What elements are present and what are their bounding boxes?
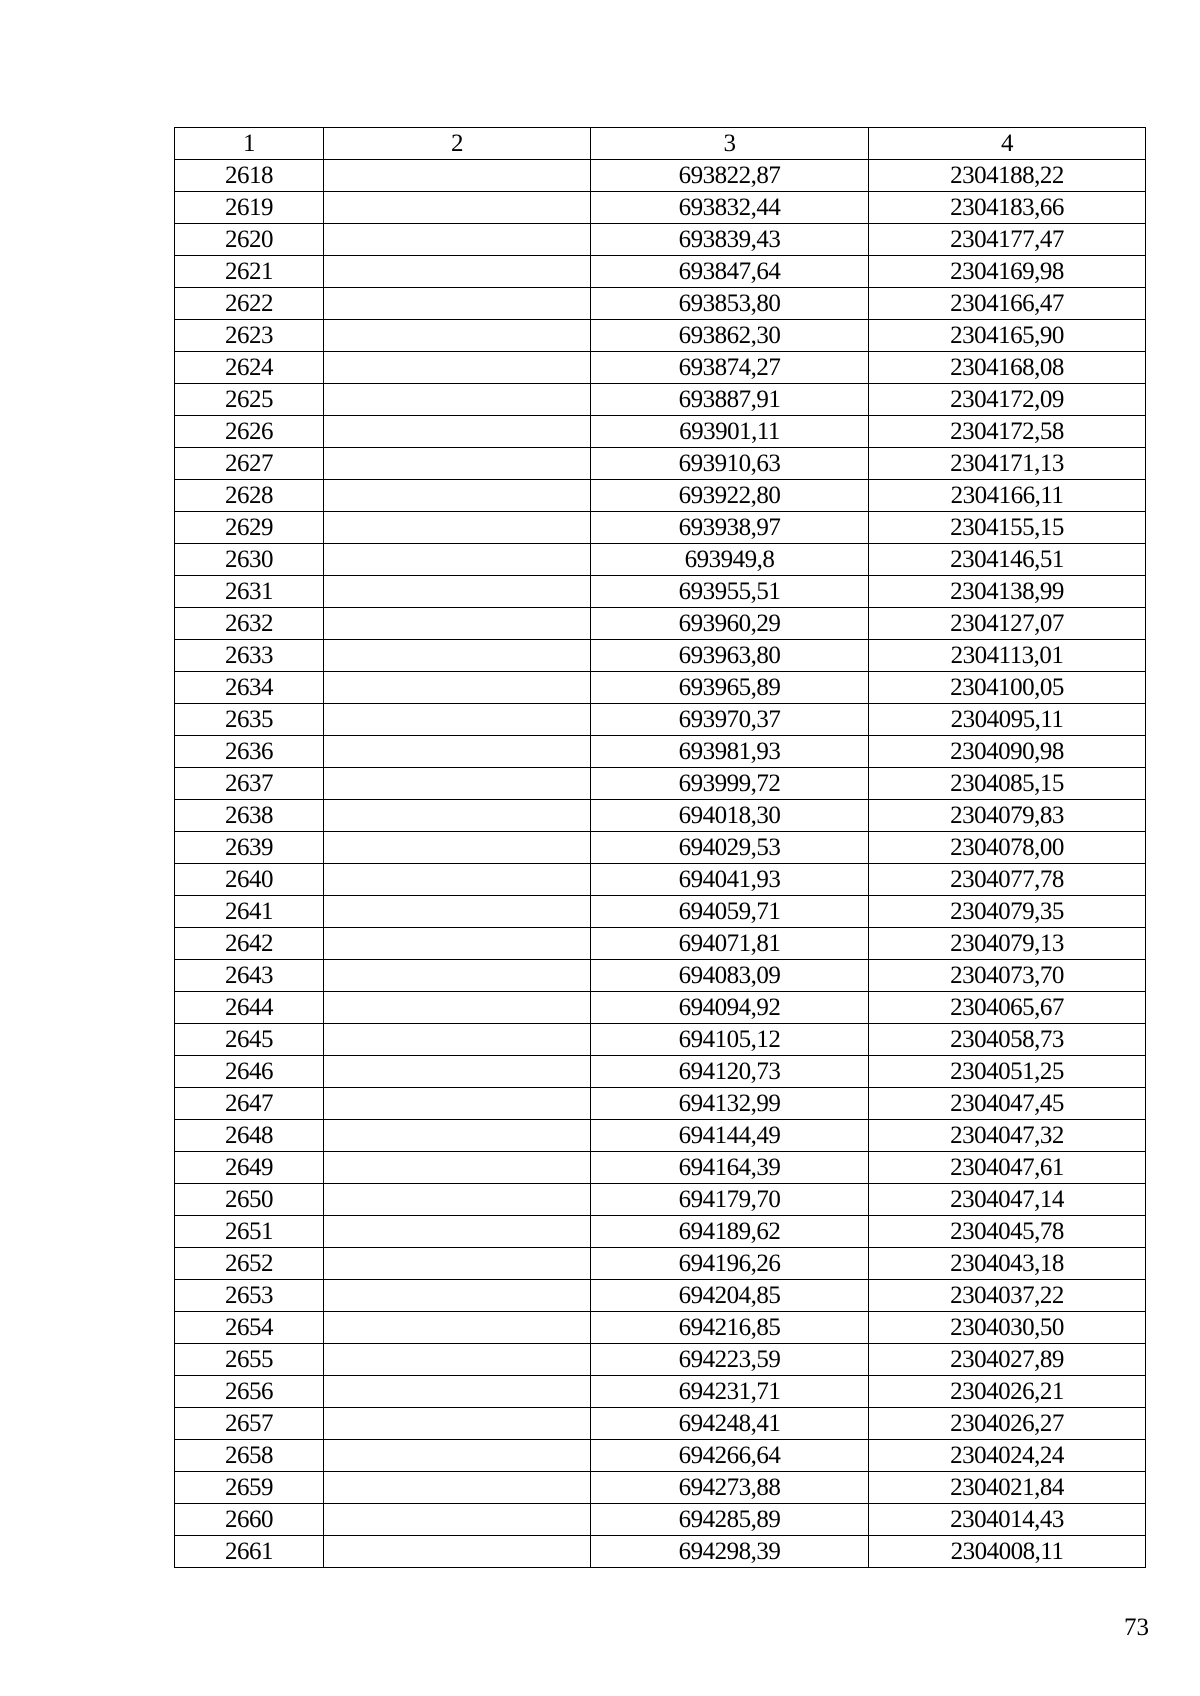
description-cell xyxy=(324,1376,591,1408)
y-coordinate-cell: 2304027,89 xyxy=(869,1344,1146,1376)
point-number-cell: 2645 xyxy=(175,1024,324,1056)
x-coordinate-cell: 694216,85 xyxy=(591,1312,869,1344)
x-coordinate-cell: 693963,80 xyxy=(591,640,869,672)
x-coordinate-cell: 693981,93 xyxy=(591,736,869,768)
point-number-cell: 2636 xyxy=(175,736,324,768)
y-coordinate-cell: 2304177,47 xyxy=(869,224,1146,256)
y-coordinate-cell: 2304090,98 xyxy=(869,736,1146,768)
point-number-cell: 2638 xyxy=(175,800,324,832)
x-coordinate-cell: 693832,44 xyxy=(591,192,869,224)
table-row xyxy=(175,160,1146,192)
x-coordinate-cell: 693862,30 xyxy=(591,320,869,352)
description-cell xyxy=(324,1088,591,1120)
y-coordinate-cell: 2304155,15 xyxy=(869,512,1146,544)
table-row xyxy=(175,1216,1146,1248)
y-coordinate-cell: 2304037,22 xyxy=(869,1280,1146,1312)
table-row xyxy=(175,960,1146,992)
point-number-cell: 2651 xyxy=(175,1216,324,1248)
coordinates-table xyxy=(174,127,1146,1568)
y-coordinate-cell: 2304014,43 xyxy=(869,1504,1146,1536)
y-coordinate-cell: 2304047,32 xyxy=(869,1120,1146,1152)
description-cell xyxy=(324,192,591,224)
table-row xyxy=(175,1184,1146,1216)
description-cell xyxy=(324,1536,591,1568)
table-body xyxy=(175,128,1146,1568)
description-cell xyxy=(324,1024,591,1056)
point-number-cell: 2621 xyxy=(175,256,324,288)
table-row xyxy=(175,256,1146,288)
x-coordinate-cell: 694144,49 xyxy=(591,1120,869,1152)
description-cell xyxy=(324,768,591,800)
table-row xyxy=(175,1376,1146,1408)
table-row xyxy=(175,1024,1146,1056)
y-coordinate-cell: 2304021,84 xyxy=(869,1472,1146,1504)
description-cell xyxy=(324,224,591,256)
table-row xyxy=(175,768,1146,800)
table-row xyxy=(175,192,1146,224)
table-row xyxy=(175,288,1146,320)
column-header-4: 4 xyxy=(869,128,1146,160)
x-coordinate-cell: 694196,26 xyxy=(591,1248,869,1280)
table-row xyxy=(175,576,1146,608)
description-cell xyxy=(324,512,591,544)
point-number-cell: 2642 xyxy=(175,928,324,960)
table-row xyxy=(175,1152,1146,1184)
point-number-cell: 2650 xyxy=(175,1184,324,1216)
table-row xyxy=(175,1248,1146,1280)
y-coordinate-cell: 2304043,18 xyxy=(869,1248,1146,1280)
point-number-cell: 2647 xyxy=(175,1088,324,1120)
x-coordinate-cell: 693839,43 xyxy=(591,224,869,256)
point-number-cell: 2653 xyxy=(175,1280,324,1312)
y-coordinate-cell: 2304166,11 xyxy=(869,480,1146,512)
x-coordinate-cell: 694179,70 xyxy=(591,1184,869,1216)
x-coordinate-cell: 693910,63 xyxy=(591,448,869,480)
y-coordinate-cell: 2304172,58 xyxy=(869,416,1146,448)
table-row xyxy=(175,640,1146,672)
description-cell xyxy=(324,1280,591,1312)
point-number-cell: 2622 xyxy=(175,288,324,320)
description-cell xyxy=(324,800,591,832)
x-coordinate-cell: 694041,93 xyxy=(591,864,869,896)
table-row xyxy=(175,1120,1146,1152)
page-number: 73 xyxy=(1124,1614,1149,1641)
table-row xyxy=(175,224,1146,256)
y-coordinate-cell: 2304165,90 xyxy=(869,320,1146,352)
table-row xyxy=(175,1344,1146,1376)
table-row xyxy=(175,1440,1146,1472)
point-number-cell: 2620 xyxy=(175,224,324,256)
table-row xyxy=(175,544,1146,576)
x-coordinate-cell: 694105,12 xyxy=(591,1024,869,1056)
description-cell xyxy=(324,1344,591,1376)
point-number-cell: 2640 xyxy=(175,864,324,896)
description-cell xyxy=(324,1184,591,1216)
description-cell xyxy=(324,288,591,320)
description-cell xyxy=(324,1312,591,1344)
y-coordinate-cell: 2304095,11 xyxy=(869,704,1146,736)
x-coordinate-cell: 694266,64 xyxy=(591,1440,869,1472)
column-header-3: 3 xyxy=(591,128,869,160)
x-coordinate-cell: 693960,29 xyxy=(591,608,869,640)
description-cell xyxy=(324,736,591,768)
description-cell xyxy=(324,1152,591,1184)
point-number-cell: 2628 xyxy=(175,480,324,512)
y-coordinate-cell: 2304026,21 xyxy=(869,1376,1146,1408)
x-coordinate-cell: 693938,97 xyxy=(591,512,869,544)
point-number-cell: 2619 xyxy=(175,192,324,224)
y-coordinate-cell: 2304171,13 xyxy=(869,448,1146,480)
y-coordinate-cell: 2304045,78 xyxy=(869,1216,1146,1248)
point-number-cell: 2652 xyxy=(175,1248,324,1280)
y-coordinate-cell: 2304138,99 xyxy=(869,576,1146,608)
x-coordinate-cell: 694018,30 xyxy=(591,800,869,832)
y-coordinate-cell: 2304051,25 xyxy=(869,1056,1146,1088)
table-row xyxy=(175,1056,1146,1088)
table-row xyxy=(175,448,1146,480)
table-row xyxy=(175,800,1146,832)
table-row xyxy=(175,864,1146,896)
table-row xyxy=(175,1408,1146,1440)
point-number-cell: 2627 xyxy=(175,448,324,480)
table-header-row xyxy=(175,128,1146,160)
point-number-cell: 2639 xyxy=(175,832,324,864)
description-cell xyxy=(324,160,591,192)
point-number-cell: 2641 xyxy=(175,896,324,928)
y-coordinate-cell: 2304085,15 xyxy=(869,768,1146,800)
x-coordinate-cell: 694120,73 xyxy=(591,1056,869,1088)
x-coordinate-cell: 694273,88 xyxy=(591,1472,869,1504)
description-cell xyxy=(324,1056,591,1088)
description-cell xyxy=(324,384,591,416)
x-coordinate-cell: 694059,71 xyxy=(591,896,869,928)
y-coordinate-cell: 2304047,61 xyxy=(869,1152,1146,1184)
x-coordinate-cell: 693922,80 xyxy=(591,480,869,512)
y-coordinate-cell: 2304146,51 xyxy=(869,544,1146,576)
description-cell xyxy=(324,896,591,928)
y-coordinate-cell: 2304077,78 xyxy=(869,864,1146,896)
table-row xyxy=(175,1536,1146,1568)
point-number-cell: 2657 xyxy=(175,1408,324,1440)
x-coordinate-cell: 693901,11 xyxy=(591,416,869,448)
table-row xyxy=(175,512,1146,544)
point-number-cell: 2635 xyxy=(175,704,324,736)
y-coordinate-cell: 2304079,13 xyxy=(869,928,1146,960)
description-cell xyxy=(324,704,591,736)
column-header-1: 1 xyxy=(175,128,324,160)
point-number-cell: 2633 xyxy=(175,640,324,672)
y-coordinate-cell: 2304047,14 xyxy=(869,1184,1146,1216)
description-cell xyxy=(324,608,591,640)
x-coordinate-cell: 694083,09 xyxy=(591,960,869,992)
y-coordinate-cell: 2304026,27 xyxy=(869,1408,1146,1440)
table-row xyxy=(175,704,1146,736)
y-coordinate-cell: 2304065,67 xyxy=(869,992,1146,1024)
x-coordinate-cell: 694071,81 xyxy=(591,928,869,960)
point-number-cell: 2646 xyxy=(175,1056,324,1088)
point-number-cell: 2661 xyxy=(175,1536,324,1568)
y-coordinate-cell: 2304078,00 xyxy=(869,832,1146,864)
description-cell xyxy=(324,1216,591,1248)
point-number-cell: 2658 xyxy=(175,1440,324,1472)
column-header-2: 2 xyxy=(324,128,591,160)
description-cell xyxy=(324,1440,591,1472)
point-number-cell: 2659 xyxy=(175,1472,324,1504)
point-number-cell: 2643 xyxy=(175,960,324,992)
point-number-cell: 2660 xyxy=(175,1504,324,1536)
x-coordinate-cell: 694223,59 xyxy=(591,1344,869,1376)
y-coordinate-cell: 2304172,09 xyxy=(869,384,1146,416)
point-number-cell: 2634 xyxy=(175,672,324,704)
y-coordinate-cell: 2304079,35 xyxy=(869,896,1146,928)
point-number-cell: 2625 xyxy=(175,384,324,416)
description-cell xyxy=(324,256,591,288)
point-number-cell: 2623 xyxy=(175,320,324,352)
description-cell xyxy=(324,672,591,704)
x-coordinate-cell: 693955,51 xyxy=(591,576,869,608)
point-number-cell: 2654 xyxy=(175,1312,324,1344)
point-number-cell: 2648 xyxy=(175,1120,324,1152)
x-coordinate-cell: 694132,99 xyxy=(591,1088,869,1120)
description-cell xyxy=(324,1504,591,1536)
description-cell xyxy=(324,1248,591,1280)
description-cell xyxy=(324,320,591,352)
point-number-cell: 2637 xyxy=(175,768,324,800)
x-coordinate-cell: 693887,91 xyxy=(591,384,869,416)
description-cell xyxy=(324,928,591,960)
y-coordinate-cell: 2304008,11 xyxy=(869,1536,1146,1568)
description-cell xyxy=(324,1472,591,1504)
table-row xyxy=(175,1280,1146,1312)
point-number-cell: 2631 xyxy=(175,576,324,608)
x-coordinate-cell: 694231,71 xyxy=(591,1376,869,1408)
table-row xyxy=(175,416,1146,448)
y-coordinate-cell: 2304169,98 xyxy=(869,256,1146,288)
description-cell xyxy=(324,544,591,576)
point-number-cell: 2655 xyxy=(175,1344,324,1376)
point-number-cell: 2632 xyxy=(175,608,324,640)
table-row xyxy=(175,608,1146,640)
y-coordinate-cell: 2304073,70 xyxy=(869,960,1146,992)
description-cell xyxy=(324,832,591,864)
x-coordinate-cell: 694298,39 xyxy=(591,1536,869,1568)
point-number-cell: 2624 xyxy=(175,352,324,384)
point-number-cell: 2644 xyxy=(175,992,324,1024)
y-coordinate-cell: 2304166,47 xyxy=(869,288,1146,320)
description-cell xyxy=(324,448,591,480)
x-coordinate-cell: 693949,8 xyxy=(591,544,869,576)
x-coordinate-cell: 693999,72 xyxy=(591,768,869,800)
table-row xyxy=(175,736,1146,768)
y-coordinate-cell: 2304168,08 xyxy=(869,352,1146,384)
x-coordinate-cell: 694164,39 xyxy=(591,1152,869,1184)
y-coordinate-cell: 2304030,50 xyxy=(869,1312,1146,1344)
point-number-cell: 2630 xyxy=(175,544,324,576)
x-coordinate-cell: 693874,27 xyxy=(591,352,869,384)
description-cell xyxy=(324,992,591,1024)
description-cell xyxy=(324,1408,591,1440)
table-row xyxy=(175,992,1146,1024)
y-coordinate-cell: 2304100,05 xyxy=(869,672,1146,704)
x-coordinate-cell: 693970,37 xyxy=(591,704,869,736)
description-cell xyxy=(324,640,591,672)
point-number-cell: 2656 xyxy=(175,1376,324,1408)
table-row xyxy=(175,1472,1146,1504)
y-coordinate-cell: 2304024,24 xyxy=(869,1440,1146,1472)
x-coordinate-cell: 694204,85 xyxy=(591,1280,869,1312)
table-row xyxy=(175,384,1146,416)
description-cell xyxy=(324,1120,591,1152)
table-row xyxy=(175,352,1146,384)
point-number-cell: 2618 xyxy=(175,160,324,192)
description-cell xyxy=(324,864,591,896)
table-row xyxy=(175,1312,1146,1344)
y-coordinate-cell: 2304058,73 xyxy=(869,1024,1146,1056)
table-row xyxy=(175,320,1146,352)
y-coordinate-cell: 2304183,66 xyxy=(869,192,1146,224)
y-coordinate-cell: 2304113,01 xyxy=(869,640,1146,672)
y-coordinate-cell: 2304188,22 xyxy=(869,160,1146,192)
table-row xyxy=(175,480,1146,512)
description-cell xyxy=(324,960,591,992)
point-number-cell: 2626 xyxy=(175,416,324,448)
y-coordinate-cell: 2304079,83 xyxy=(869,800,1146,832)
x-coordinate-cell: 693822,87 xyxy=(591,160,869,192)
description-cell xyxy=(324,576,591,608)
x-coordinate-cell: 694029,53 xyxy=(591,832,869,864)
description-cell xyxy=(324,352,591,384)
x-coordinate-cell: 694248,41 xyxy=(591,1408,869,1440)
table-row xyxy=(175,1504,1146,1536)
description-cell xyxy=(324,480,591,512)
table-row xyxy=(175,832,1146,864)
x-coordinate-cell: 694285,89 xyxy=(591,1504,869,1536)
x-coordinate-cell: 693853,80 xyxy=(591,288,869,320)
x-coordinate-cell: 693847,64 xyxy=(591,256,869,288)
point-number-cell: 2649 xyxy=(175,1152,324,1184)
point-number-cell: 2629 xyxy=(175,512,324,544)
y-coordinate-cell: 2304127,07 xyxy=(869,608,1146,640)
table-row xyxy=(175,1088,1146,1120)
x-coordinate-cell: 694189,62 xyxy=(591,1216,869,1248)
table-row xyxy=(175,928,1146,960)
x-coordinate-cell: 693965,89 xyxy=(591,672,869,704)
description-cell xyxy=(324,416,591,448)
y-coordinate-cell: 2304047,45 xyxy=(869,1088,1146,1120)
x-coordinate-cell: 694094,92 xyxy=(591,992,869,1024)
table-row xyxy=(175,896,1146,928)
table-row xyxy=(175,672,1146,704)
